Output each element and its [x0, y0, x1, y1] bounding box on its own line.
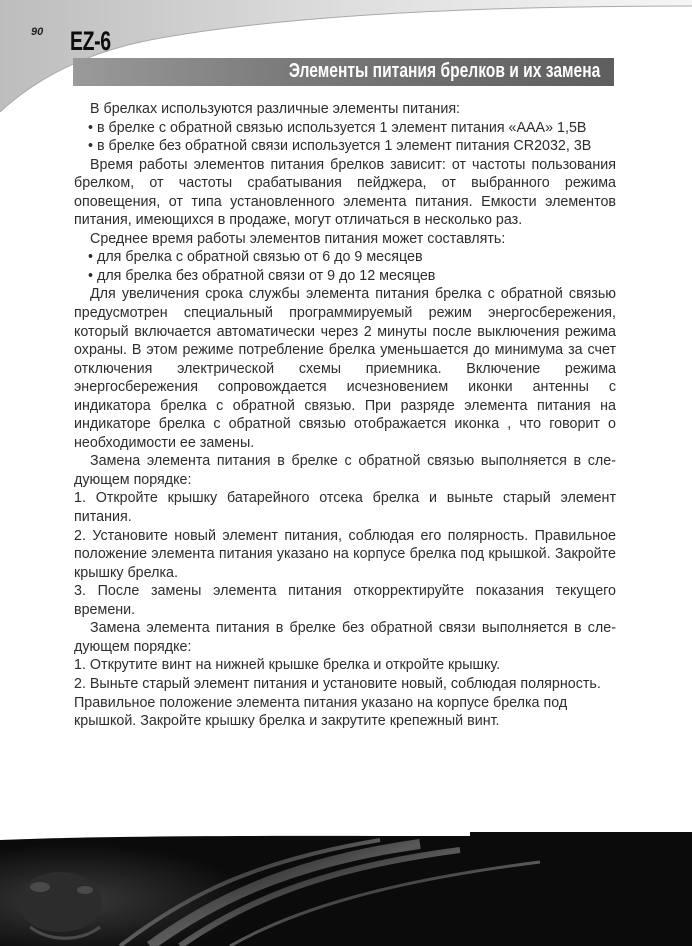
step-item: 3. После замены элемента питания откорректируйте показания текущего времени. [74, 583, 616, 618]
section-banner [73, 58, 614, 86]
footer-panther-artwork [0, 832, 692, 946]
replace-fb-intro: Замена элемента питания в брелке с обратной связью выполняется в следующем порядке: [74, 453, 616, 488]
work-time-paragraph: Время работы элементов питания брелков зависит: от частоты пользования брелком, от частоты срабатывания пейджера, от выбранного режима оповещения, от типа установленного элемента питания. Емкости элементов питания, имеющихся в продаже, могут отличаться в несколько раз. [74, 156, 616, 229]
list-item: • для брелка с обратной связью от 6 до 9 месяцев [88, 249, 423, 266]
section-title: Элементы питания брелков и их замена [288, 60, 600, 82]
replace-nofb-intro: Замена элемента питания в брелке без обратной связи выполняется в следующем порядке: [74, 620, 616, 655]
body-text [74, 100, 616, 731]
list-item: • в брелке с обратной связью используется 1 элемент питания «AAA» 1,5В [88, 119, 587, 136]
step-item: 2. Установите новый элемент питания, соблюдая его полярность. Правильное положение элемента питания указано на корпусе брелка под крышкой. Закройте крышку брелка. [74, 527, 616, 581]
list-item: • для брелка без обратной связи от 9 до 12 месяцев [88, 267, 436, 284]
step-item: 1. Откройте крышку батарейного отсека брелка и выньте старый элемент питания. [74, 490, 616, 526]
intro-paragraph: В брелках используются различные элементы питания: [90, 101, 461, 117]
energy-saving-paragraph: Для увеличения срока службы элемента питания брелка с обратной связью предусмотрен специальный программируемый режим энергосбережения, который включается автоматически через 2 минуты после выключения режима охраны. В этом режиме потребление брелка уменьшается до минимума за счет отключения электрической схемы приемника. Включение режима энергосбережения сопровождается исчезновением иконки антенны с индикатора брелка с обратной связью. При разряде элемента питания на индикаторе брелка с обратной связью отображается иконка , что говорит о необходимости ее замены. [74, 286, 616, 451]
step-item: 1. Открутите винт на нижней крышке брелка и откройте крышку. [74, 657, 501, 674]
model-title: EZ-6 [70, 26, 111, 56]
avg-time-intro: Среднее время работы элементов питания может составлять: [90, 230, 506, 247]
page-number: 90 [31, 26, 44, 38]
list-item: • в брелке без обратной связи используется 1 элемент питания CR2032, 3В [88, 138, 592, 155]
step-item: 2. Выньте старый элемент питания и установите новый, соблюдая полярность. Правильное положение элемента питания указано на корпусе брелка под крышкой. Закройте крышку брелка и закрутите крепежный винт. [74, 675, 601, 730]
